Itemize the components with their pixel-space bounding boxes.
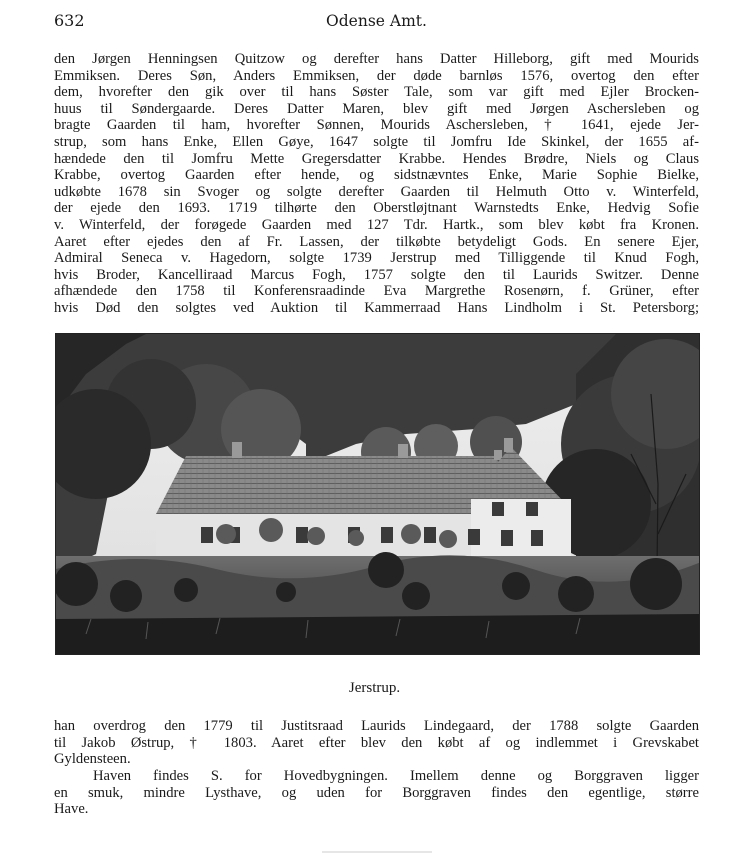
text-line: Krabbe, overtog Gaarden efter hende, og sidstnævntes Enke, Marie Sophie Bielke, <box>54 167 699 184</box>
text-line: den Jørgen Henningsen Quitzow og derefter hans Datter Hilleborg, gift med Mourids <box>54 51 699 67</box>
text-line: afhændede den 1758 til Konferensraadinde Eva Margrethe Rosenørn, f. Grüner, efter <box>54 283 699 300</box>
text-line: udkøbte 1678 sin Svoger og solgte derefter Gaarden til Helmuth Otto v. Winterfeld, <box>54 183 699 200</box>
text-line: Gyldensteen. <box>54 751 131 768</box>
text-line: til Jakob Østrup, † 1803. Aaret efter blev den købt af og indlemmet i Grevskabet <box>54 734 699 751</box>
paragraph-1 <box>54 51 699 317</box>
text-line: Haven findes S. for Hovedbygningen. Imellem denne og Borggraven ligger <box>93 768 699 784</box>
jerstrup-house-illustration <box>56 334 700 655</box>
paragraph-3 <box>54 768 699 818</box>
photo-caption: Jerstrup. <box>348 680 401 696</box>
text-line: Have. <box>54 801 89 818</box>
text-line: hvis Død den solgtes ved Auktion til Kammerraad Hans Lindholm i St. Petersborg; <box>54 299 699 316</box>
text-line: Emmiksen. Deres Søn, Anders Emmiksen, der døde barnløs 1576, overtog den efter <box>54 67 699 84</box>
text-line: Aaret efter ejedes den af Fr. Lassen, der tilkøbte betydeligt Gods. En senere Ejer, <box>54 233 699 250</box>
text-line: en smuk, mindre Lysthave, og uden for Borggraven findes den egentlige, større <box>54 784 699 801</box>
text-line: han overdrog den 1779 til Justitsraad Laurids Lindegaard, der 1788 solgte Gaarden <box>54 718 699 734</box>
text-line: bragte Gaarden til ham, hvorefter Sønnen, Mourids Aschersleben, † 1641, ejede Jer- <box>54 117 699 134</box>
manor-photo <box>55 333 700 655</box>
text-line: Admiral Seneca v. Hagedorn, solgte 1739 Jerstrup med Tilliggende til Knud Fogh, <box>54 250 699 267</box>
text-line: der ejede den 1693. 1719 tilhørte den Oberstløjtnant Warnstedts Enke, Hedvig Sofie <box>54 200 699 217</box>
text-line: dem, hvorefter den gik over til hans Søster Tale, som var gift med Ejler Brocken- <box>54 84 699 101</box>
text-line: hændede den til Jomfru Mette Gregersdatter Krabbe. Hendes Brødre, Niels og Claus <box>54 150 699 167</box>
text-line: v. Winterfeld, der forøgede Gaarden med 127 Tdr. Hartk., som blev købt fra Kronen. <box>54 216 699 233</box>
text-line: strup, som hans Enke, Ellen Gøye, 1647 solgte til Jomfru Ide Skinkel, der 1655 af- <box>54 133 699 150</box>
text-line: hvis Broder, Kancelliraad Marcus Fogh, 1757 solgte den til Laurids Switzer. Denne <box>54 266 699 283</box>
running-title: Odense Amt. <box>326 12 427 30</box>
page-header <box>54 10 699 32</box>
paragraph-2 <box>54 718 699 768</box>
text-line: huus til Søndergaarde. Deres Datter Maren, blev gift med Jørgen Aschersleben og <box>54 100 699 117</box>
page-number: 632 <box>54 11 85 30</box>
footer-rule <box>322 851 432 853</box>
